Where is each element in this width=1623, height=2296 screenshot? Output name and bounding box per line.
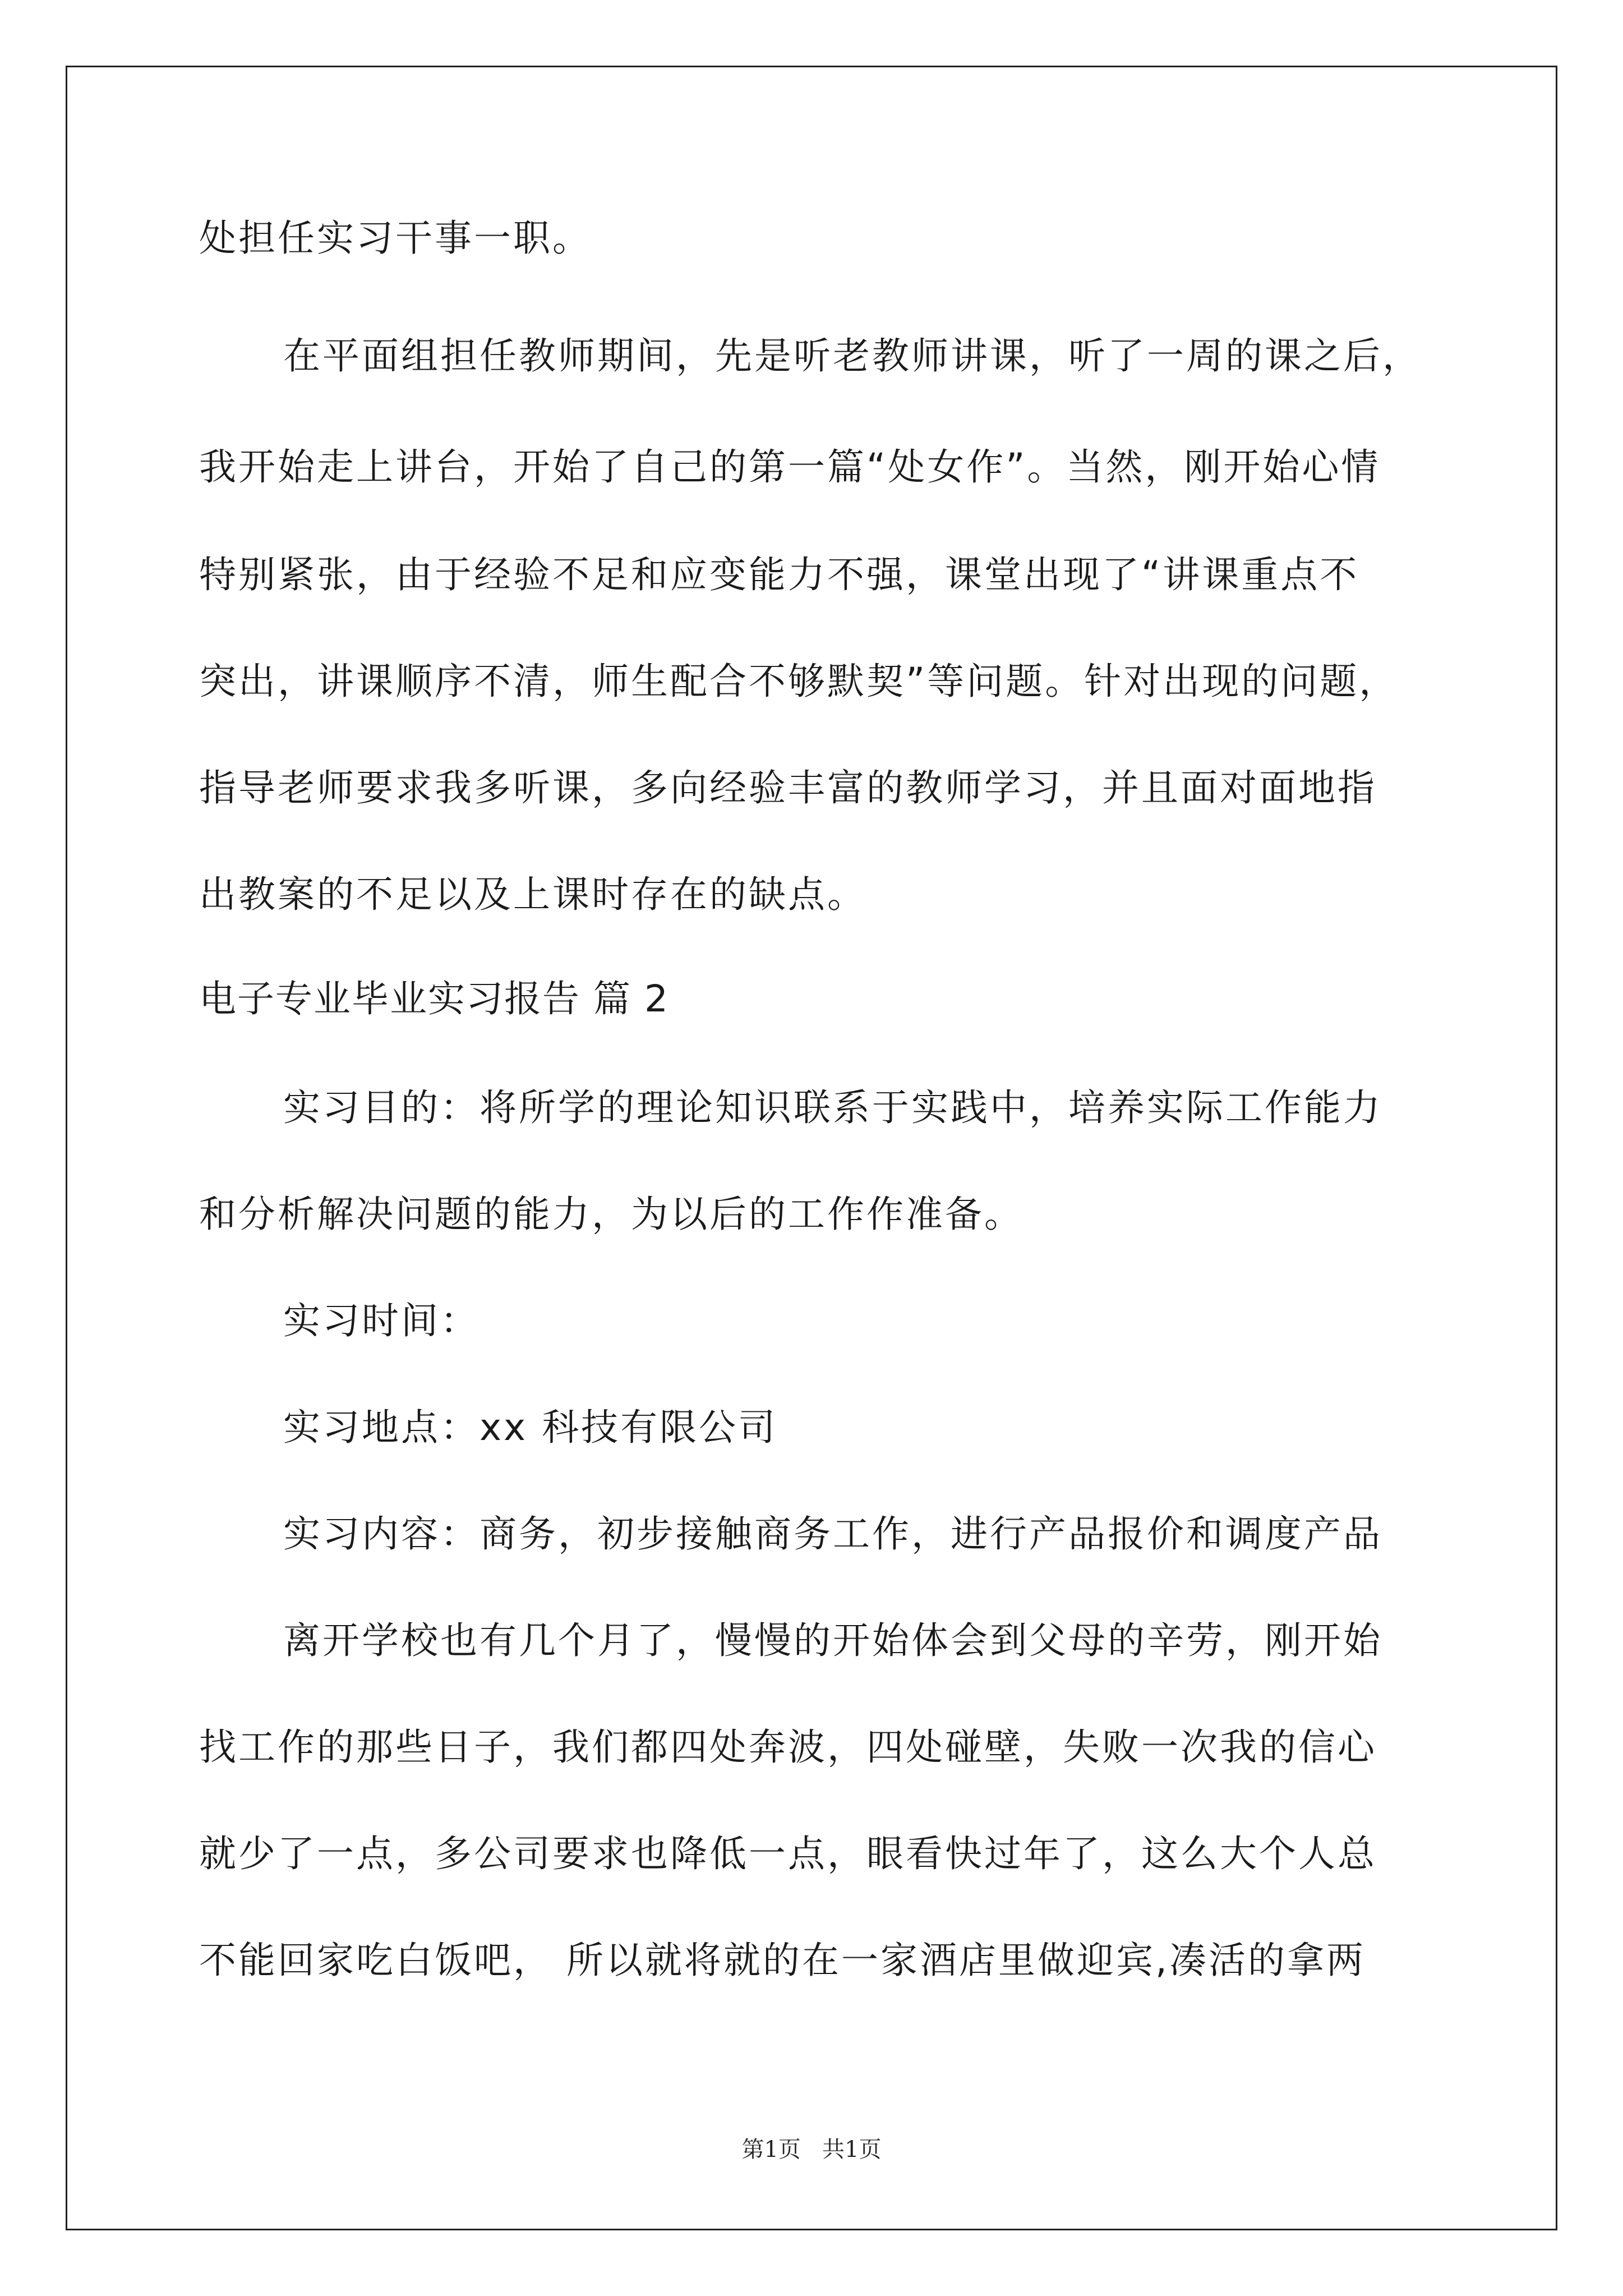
page-number-footer: 第1页 共1页 (741, 2137, 882, 2162)
text-line: 离开学校也有几个月了，慢慢的开始体会到父母的辛劳，刚开始 (283, 1619, 1382, 1662)
text-line: 不能回家吃白饭吧， 所以就将就的在一家酒店里做迎宾,凑活的拿两 (199, 1939, 1366, 1982)
text-line: 处担任实习干事一职。 (199, 217, 592, 260)
text-line: 实习内容：商务，初步接触商务工作，进行产品报价和调度产品 (283, 1512, 1382, 1556)
text-line: 实习地点：xx 科技有限公司 (283, 1406, 778, 1449)
text-line: 实习目的：将所学的理论知识联系于实践中，培养实际工作能力 (283, 1086, 1382, 1129)
page-border (66, 66, 1557, 2230)
text-line: 突出，讲课顺序不清，师生配合不够默契”等问题。针对出现的问题， (199, 660, 1399, 703)
text-line: 实习时间： (283, 1299, 479, 1342)
text-line: 出教案的不足以及上课时存在的缺点。 (199, 873, 866, 916)
text-line: 在平面组担任教师期间，先是听老教师讲课，听了一周的课之后， (283, 334, 1422, 378)
text-line: 指导老师要求我多听课，多向经验丰富的教师学习，并且面对面地指 (199, 766, 1377, 809)
text-line: 我开始走上讲台，开始了自己的第一篇“处女作”。当然，刚开始心情 (199, 445, 1381, 489)
text-line: 就少了一点，多公司要求也降低一点，眼看快过年了，这么大个人总 (199, 1832, 1377, 1875)
text-line: 特别紧张，由于经验不足和应变能力不强，课堂出现了“讲课重点不 (199, 553, 1359, 596)
text-line: 找工作的那些日子，我们都四处奔波，四处碰壁，失败一次我的信心 (199, 1726, 1377, 1769)
text-line: 和分析解决问题的能力，为以后的工作作准备。 (199, 1193, 1023, 1236)
section-heading: 电子专业毕业实习报告 篇 2 (199, 977, 669, 1020)
